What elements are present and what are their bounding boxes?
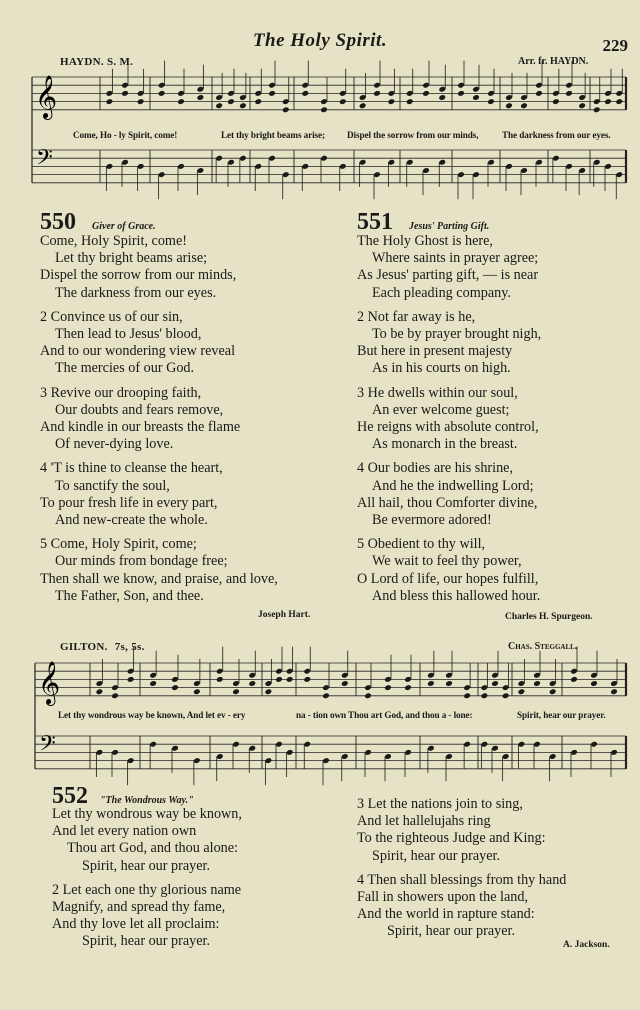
note-head bbox=[610, 688, 618, 695]
note-head bbox=[268, 90, 276, 97]
stanza-3: 3 Let the nations join to sing, And let hallelujahs ring To the righteous Judge and King: Spirit, hear our prayer. bbox=[357, 796, 546, 864]
note-head bbox=[320, 106, 328, 113]
note-head bbox=[286, 676, 294, 683]
note-head bbox=[265, 688, 273, 695]
note-head bbox=[232, 688, 240, 695]
page-header: The Holy Spirit. bbox=[252, 30, 388, 51]
bass-clef: 𝄢 bbox=[36, 145, 53, 176]
tune1-credit: Arr. fr. HAYDN. bbox=[518, 56, 589, 67]
stanza-4: 4 'T is thine to cleanse the heart, To sanctify the soul, To pour fresh life in every part, And new-create the whole. bbox=[40, 460, 223, 529]
treble-clef: 𝄞 bbox=[35, 73, 58, 118]
note-head bbox=[404, 684, 412, 691]
treble-clef: 𝄞 bbox=[38, 659, 61, 704]
hymn-550-text bbox=[40, 233, 278, 605]
tune2-underlay-2: na - tion own Thou art God, and thou a - lone: bbox=[296, 710, 473, 720]
note-head bbox=[177, 98, 185, 105]
hymn-552-text-left bbox=[52, 806, 242, 951]
note-head bbox=[406, 98, 414, 105]
note-head bbox=[282, 106, 290, 113]
hymn-551-text bbox=[357, 233, 541, 605]
hymn-550-author: Joseph Hart. bbox=[258, 610, 311, 620]
tune2-underlay-3: Spirit, hear our prayer. bbox=[517, 710, 606, 720]
note-head bbox=[445, 680, 453, 687]
note-head bbox=[472, 94, 480, 101]
tune2-credit: Chas. Steggall. bbox=[508, 641, 578, 652]
note-head bbox=[301, 90, 309, 97]
hymn-551-author: Charles H. Spurgeon. bbox=[505, 612, 593, 622]
note-head bbox=[502, 692, 510, 699]
note-head bbox=[422, 90, 430, 97]
note-head bbox=[193, 688, 201, 695]
stanza-4: 4 Our bodies are his shrine, And he the indwelling Lord; All hail, thou Comforter divine, Be evermore adored! bbox=[357, 460, 538, 529]
note-head bbox=[520, 102, 528, 109]
note-head bbox=[171, 684, 179, 691]
note-head bbox=[215, 102, 223, 109]
note-head bbox=[111, 692, 119, 699]
note-head bbox=[275, 676, 283, 683]
note-head bbox=[535, 90, 543, 97]
note-head bbox=[239, 102, 247, 109]
hymn-number: 550 bbox=[40, 209, 76, 235]
stanza-1: The Holy Ghost is here, Where saints in prayer agree; As Jesus' parting gift, — is near Each pleading company. bbox=[357, 233, 539, 301]
stanza-5: 5 Come, Holy Spirit, come; Our minds from bondage free; Then shall we know, and praise, and love, The Father, Son, and thee. bbox=[40, 536, 278, 604]
stanza-2: 2 Let each one thy glorious name Magnify, and spread thy fame, And thy love let all proclaim: Spirit, hear our prayer. bbox=[52, 881, 242, 950]
hymn-title: Jesus' Parting Gift. bbox=[409, 221, 490, 232]
note-head bbox=[322, 692, 330, 699]
note-head bbox=[518, 688, 526, 695]
note-head bbox=[384, 684, 392, 691]
note-head bbox=[127, 676, 135, 683]
note-head bbox=[359, 102, 367, 109]
hymn-552-text-right bbox=[357, 796, 566, 941]
hymn-title: Giver of Grace. bbox=[92, 221, 156, 232]
note-head bbox=[481, 692, 489, 699]
bass-clef: 𝄢 bbox=[39, 731, 56, 762]
stanza-2: 2 Convince us of our sin, Then lead to Jesus' blood, And to our wondering view reveal The mercies of our God. bbox=[40, 308, 236, 377]
note-head bbox=[487, 98, 495, 105]
stanza-1: Let thy wondrous way be known, And let every nation own Thou art God, and thou alone: Spirit, hear our prayer. bbox=[52, 806, 242, 874]
note-head bbox=[388, 98, 396, 105]
note-head bbox=[197, 94, 205, 101]
note-head bbox=[341, 680, 349, 687]
hymn-number: 552 bbox=[52, 783, 88, 809]
note-head bbox=[590, 680, 598, 687]
tune1-underlay-4: The darkness from our eyes. bbox=[502, 130, 611, 140]
note-head bbox=[615, 98, 623, 105]
hymn-550-heading bbox=[40, 210, 156, 234]
note-head bbox=[457, 90, 465, 97]
note-head bbox=[248, 680, 256, 687]
hymn-551-heading bbox=[357, 210, 489, 234]
hymn-title: "The Wondrous Way." bbox=[100, 795, 194, 806]
hymn-552-heading bbox=[52, 784, 194, 808]
hymn-number: 551 bbox=[357, 209, 393, 235]
page-number: 229 bbox=[602, 36, 628, 55]
note-head bbox=[254, 98, 262, 105]
tune1-underlay-1: Come, Ho - ly Spirit, come! bbox=[73, 130, 178, 140]
hymn-552-author: A. Jackson. bbox=[563, 940, 610, 950]
note-head bbox=[216, 676, 224, 683]
note-head bbox=[438, 94, 446, 101]
note-head bbox=[121, 90, 129, 97]
stanza-4: 4 Then shall blessings from thy hand Fall in showers upon the land, And the world in rapture stand: Spirit, hear our prayer. bbox=[357, 871, 567, 940]
tune1-name: HAYDN. S. M. bbox=[60, 56, 134, 68]
note-head bbox=[96, 688, 104, 695]
note-head bbox=[578, 102, 586, 109]
note-head bbox=[463, 692, 471, 699]
note-head bbox=[570, 676, 578, 683]
tune1-underlay-2: Let thy bright beams arise; bbox=[221, 130, 325, 140]
note-head bbox=[158, 90, 166, 97]
note-head bbox=[227, 98, 235, 105]
note-head bbox=[427, 680, 435, 687]
stanza-3: 3 Revive our drooping faith, Our doubts and fears remove, And kindle in our breasts the flame Of never-dying love. bbox=[40, 384, 241, 453]
note-head bbox=[106, 98, 114, 105]
note-head bbox=[303, 676, 311, 683]
note-head bbox=[505, 102, 513, 109]
note-head bbox=[373, 90, 381, 97]
note-head bbox=[339, 98, 347, 105]
note-head bbox=[533, 680, 541, 687]
note-head bbox=[552, 98, 560, 105]
tune2-name: GILTON. 7s, 5s. bbox=[60, 641, 145, 653]
stanza-1: Come, Holy Spirit, come! Let thy bright beams arise; Dispel the sorrow from our minds, The darkness from our eyes. bbox=[40, 233, 237, 301]
note-head bbox=[137, 98, 145, 105]
note-head bbox=[149, 680, 157, 687]
note-head bbox=[604, 98, 612, 105]
note-head bbox=[491, 680, 499, 687]
note-head bbox=[593, 106, 601, 113]
stanza-2: 2 Not far away is he, To be by prayer brought nigh, But here in present majesty As in his courts on high. bbox=[357, 308, 542, 377]
note-head bbox=[565, 90, 573, 97]
tune2-underlay-1: Let thy wondrous way be known, And let ev - ery bbox=[58, 710, 246, 720]
note-head bbox=[549, 688, 557, 695]
stanza-5: 5 Obedient to thy will, We wait to feel thy power, O Lord of life, our hopes fulfill, And bless this hallowed hour. bbox=[357, 536, 541, 604]
tune1-underlay-3: Dispel the sorrow from our minds, bbox=[347, 130, 479, 140]
stanza-3: 3 He dwells within our soul, An ever welcome guest; He reigns with absolute control, As monarch in the breast. bbox=[357, 384, 539, 453]
note-head bbox=[364, 692, 372, 699]
